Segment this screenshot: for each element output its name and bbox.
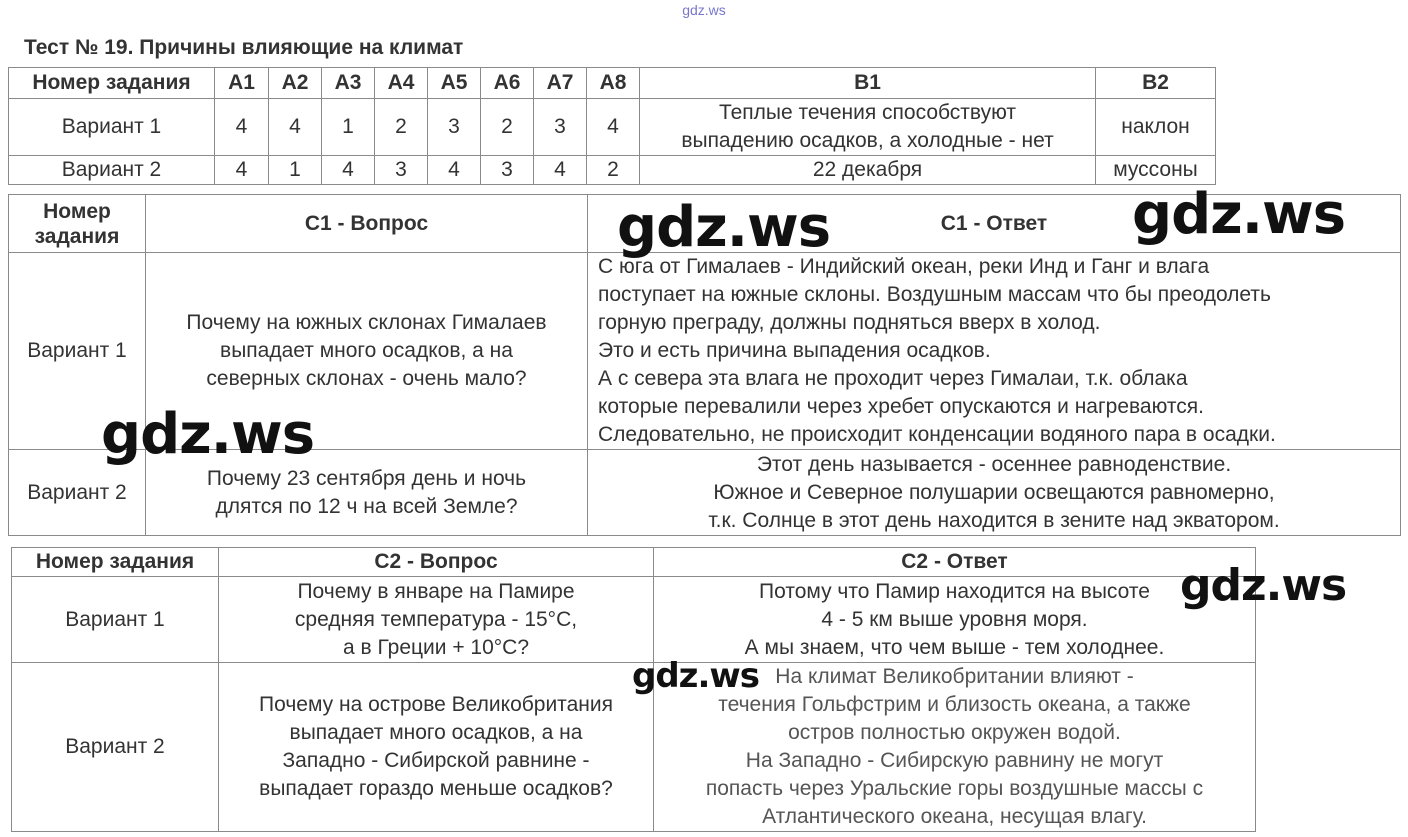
table-row — [9, 156, 1216, 185]
answer-cell: 2 — [587, 156, 640, 185]
header-b2: В2 — [1096, 68, 1216, 99]
variant-label: Вариант 2 — [9, 156, 215, 185]
header-a7: А7 — [534, 68, 587, 99]
header-a8: А8 — [587, 68, 640, 99]
variant-label: Вариант 1 — [9, 253, 146, 450]
question-cell: Почему на южных склонах Гималаев выпадает много осадков, а на северных склонах - очень мало? — [146, 253, 588, 450]
header-a3: А3 — [322, 68, 375, 99]
answer-cell: 4 — [215, 156, 269, 185]
answer-cell: С юга от Гималаев - Индийский океан, реки Инд и Ганг и влага поступает на южные склоны. Воздушным массам что бы преодолеть горную преграду, должны подняться вверх в холод. Это и есть причина выпадения осадков. А с севера эта влага не проходит через Гималаи, т.к. облака которые перевалили через хребет опускаются и нагреваются. Следовательно, не происходит конденсации водяного пара в осадки. — [588, 253, 1401, 450]
answers-table-a-b — [8, 67, 1216, 185]
header-b1: В1 — [640, 68, 1096, 99]
answer-cell: 3 — [375, 156, 428, 185]
table-header-row — [12, 548, 1256, 577]
watermark: gdz.ws — [617, 195, 831, 260]
answer-cell: 4 — [587, 99, 640, 156]
header-c2-question: С2 - Вопрос — [219, 548, 654, 577]
header-task-number: Номер задания — [9, 68, 215, 99]
page-title: Тест № 19. Причины влияющие на климат — [24, 36, 464, 59]
watermark: gdz.ws — [101, 402, 315, 467]
answer-cell: 3 — [428, 99, 481, 156]
answer-cell-b1: Теплые течения способствуют выпадению осадков, а холодные - нет — [640, 99, 1096, 156]
answer-cell: 4 — [534, 156, 587, 185]
variant-label: Вариант 2 — [12, 663, 219, 832]
site-label[interactable]: gdz.ws — [682, 2, 726, 18]
variant-label: Вариант 1 — [12, 577, 219, 663]
header-a1: А1 — [215, 68, 269, 99]
answer-cell-b2: муссоны — [1096, 156, 1216, 185]
header-a2: А2 — [269, 68, 322, 99]
header-a5: А5 — [428, 68, 481, 99]
header-task-number: Номер задания — [12, 548, 219, 577]
answer-cell: 1 — [322, 99, 375, 156]
table-row — [12, 577, 1256, 663]
answer-cell: 3 — [534, 99, 587, 156]
watermark: gdz.ws — [1132, 182, 1346, 247]
answer-cell: На климат Великобритании влияют - течения Гольфстрим и близость океана, а также остров полностью окружен водой. На Западно - Сибирскую равнину не могут попасть через Уральские горы воздушные массы с Атлантического океана, несущая влагу. — [654, 663, 1256, 832]
watermark: gdz.ws — [632, 656, 760, 696]
answer-cell-b2: наклон — [1096, 99, 1216, 156]
header-c2-answer: С2 - Ответ — [654, 548, 1256, 577]
variant-label: Вариант 2 — [9, 450, 146, 536]
answer-cell: 2 — [481, 99, 534, 156]
answer-cell: 3 — [481, 156, 534, 185]
variant-label: Вариант 1 — [9, 99, 215, 156]
answer-cell: Этот день называется - осеннее равноденствие. Южное и Северное полушарии освещаются равномерно, т.к. Солнце в этот день находится в зените над экватором. — [588, 450, 1401, 536]
question-cell: Почему в январе на Памире средняя температура - 15°С, а в Греции + 10°С? — [219, 577, 654, 663]
answer-cell: 1 — [269, 156, 322, 185]
header-a6: А6 — [481, 68, 534, 99]
header-a4: А4 — [375, 68, 428, 99]
answer-cell-b1: 22 декабря — [640, 156, 1096, 185]
answer-cell: 4 — [322, 156, 375, 185]
table-header-row — [9, 68, 1216, 99]
answer-cell: 2 — [375, 99, 428, 156]
answer-cell: 4 — [428, 156, 481, 185]
question-cell: Почему 23 сентября день и ночь длятся по 12 ч на всей Земле? — [146, 450, 588, 536]
table-row — [9, 99, 1216, 156]
answer-cell: 4 — [269, 99, 322, 156]
header-c1-question: С1 - Вопрос — [146, 195, 588, 253]
answer-cell: Потому что Памир находится на высоте 4 - 5 км выше уровня моря. А мы знаем, что чем выше - тем холоднее. — [654, 577, 1256, 663]
answer-cell: 4 — [215, 99, 269, 156]
header-task-number: Номер задания — [9, 195, 146, 253]
question-cell: Почему на острове Великобритания выпадает много осадков, а на Западно - Сибирской равнине - выпадает гораздо меньше осадков? — [219, 663, 654, 832]
header-c1-answer: С1 - Ответ — [588, 195, 1401, 253]
watermark: gdz.ws — [1180, 560, 1347, 611]
